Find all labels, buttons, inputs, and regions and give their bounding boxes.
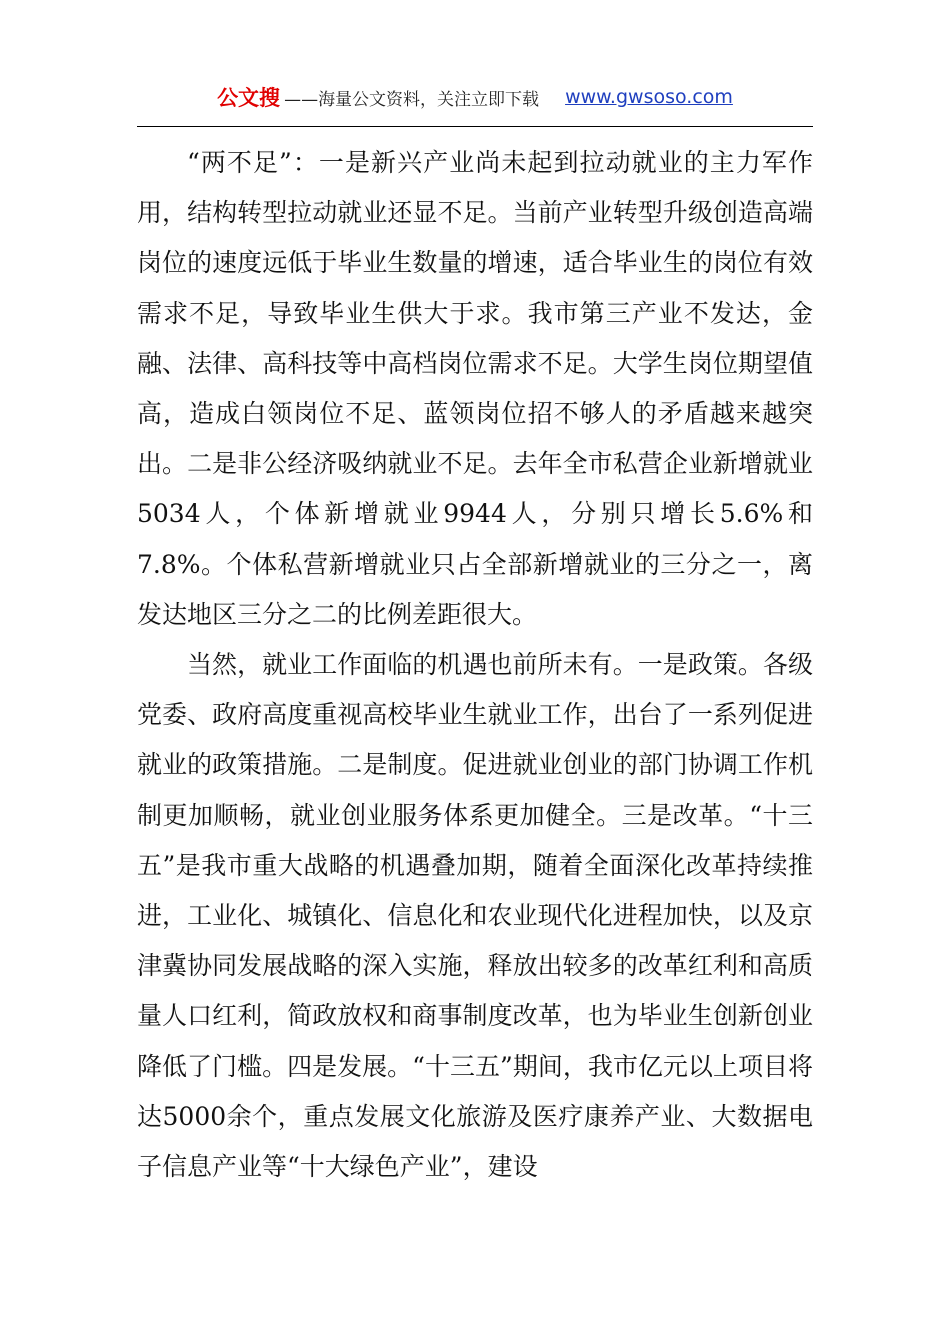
document-body bbox=[137, 138, 813, 1192]
website-link[interactable]: www.gwsoso.com bbox=[565, 86, 733, 108]
header-divider bbox=[137, 126, 813, 127]
header-slogan: ——海量公文资料，关注立即下载 bbox=[284, 89, 540, 110]
paragraph-opportunities: 当然，就业工作面临的机遇也前所未有。一是政策。各级党委、政府高度重视高校毕业生就业工作，出台了一系列促进就业的政策措施。二是制度。促进就业创业的部门协调工作机制更加顺畅，就业创业服务体系更加健全。三是改革。“十三五”是我市重大战略的机遇叠加期，随着全面深化改革持续推进，工业化、城镇化、信息化和农业现代化进程加快，以及京津冀协同发展战略的深入实施，释放出较多的改革红利和高质量人口红利，简政放权和商事制度改革，也为毕业生创新创业降低了门槛。四是发展。“十三五”期间，我市亿元以上项目将达5000余个，重点发展文化旅游及医疗康养产业、大数据电子信息产业等“十大绿色产业”，建设 bbox=[137, 650, 813, 1182]
page-header bbox=[137, 82, 813, 112]
paragraph-two-shortfalls: “两不足”：一是新兴产业尚未起到拉动就业的主力军作用，结构转型拉动就业还显不足。当前产业转型升级创造高端岗位的速度远低于毕业生数量的增速，适合毕业生的岗位有效需求不足，导致毕业生供大于求。我市第三产业不发达，金融、法律、高科技等中高档岗位需求不足。大学生岗位期望值高，造成白领岗位不足、蓝领岗位招不够人的矛盾越来越突出。二是非公经济吸纳就业不足。去年全市私营企业新增就业5034人，个体新增就业9944人，分别只增长5.6%和7.8%。个体私营新增就业只占全部新增就业的三分之一，离发达地区三分之二的比例差距很大。 bbox=[137, 148, 813, 629]
brand-logo-text: 公文搜 bbox=[217, 86, 281, 110]
